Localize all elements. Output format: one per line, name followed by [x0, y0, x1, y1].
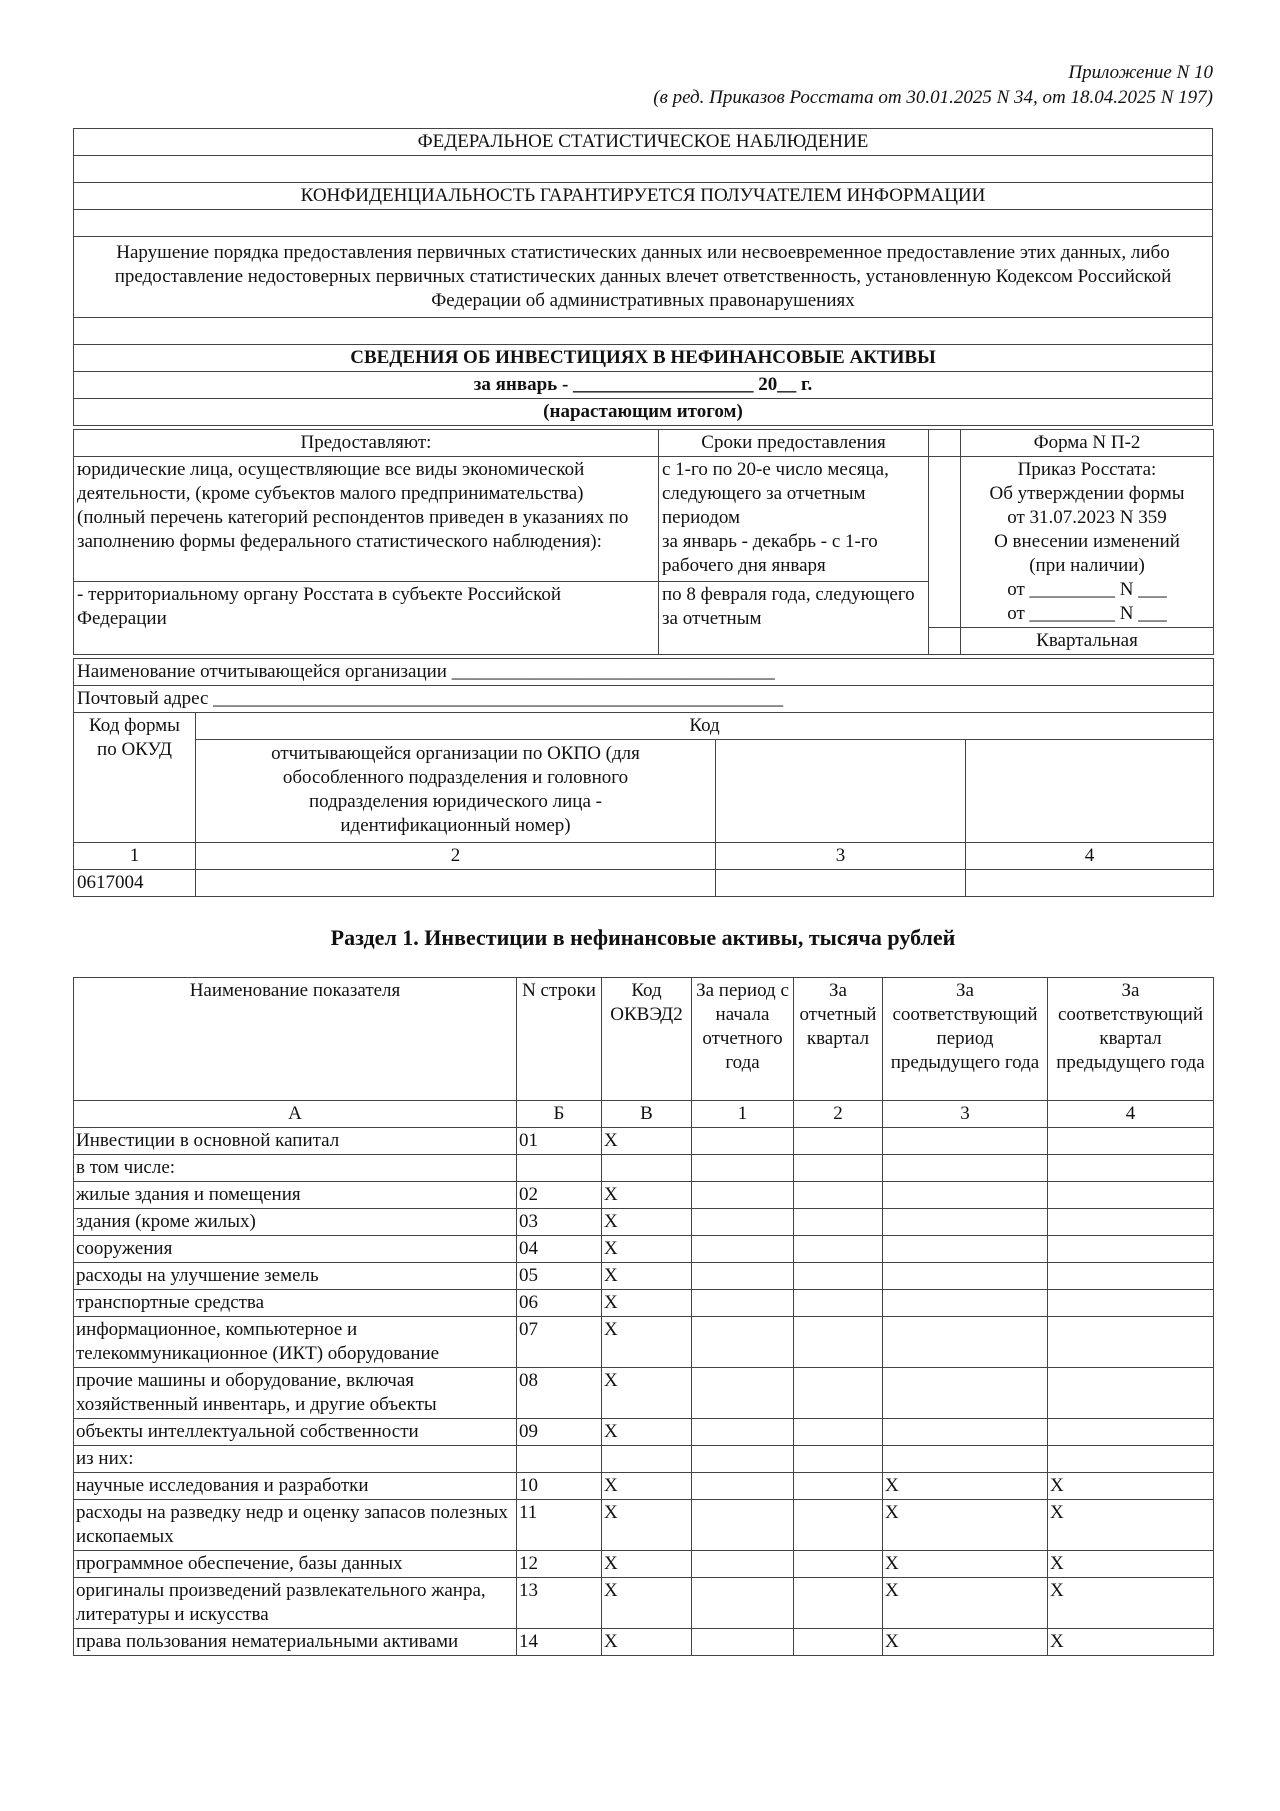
code-label: Код — [196, 713, 1214, 740]
row-value-3[interactable] — [883, 1128, 1048, 1155]
row-okved: X — [602, 1500, 692, 1551]
row-value-1[interactable] — [692, 1473, 794, 1500]
revision-note: (в ред. Приказов Росстата от 30.01.2025 N 34, от 18.04.2025 N 197) — [653, 87, 1213, 108]
row-value-3[interactable] — [883, 1419, 1048, 1446]
row-value-3[interactable]: X — [883, 1629, 1048, 1656]
hdr-period: За период с начала отчетного года — [692, 978, 794, 1101]
row-line-number: 13 — [517, 1578, 602, 1629]
row-line-number: 08 — [517, 1368, 602, 1419]
table-row — [74, 1578, 1214, 1629]
row-value-2[interactable] — [794, 1155, 883, 1182]
row-value-1[interactable] — [692, 1182, 794, 1209]
table-row — [74, 1263, 1214, 1290]
row-value-4[interactable] — [1048, 1446, 1214, 1473]
row-name: оригиналы произведений развлекательного жанра, литературы и искусства — [74, 1578, 517, 1629]
row-value-2[interactable] — [794, 1182, 883, 1209]
spacer-row — [74, 210, 1213, 237]
table-row — [74, 1290, 1214, 1317]
confidentiality-title: КОНФИДЕНЦИАЛЬНОСТЬ ГАРАНТИРУЕТСЯ ПОЛУЧАТЕЛЕМ ИНФОРМАЦИИ — [74, 183, 1213, 210]
row-value-1[interactable] — [692, 1128, 794, 1155]
row-okved: X — [602, 1263, 692, 1290]
table-row — [74, 1182, 1214, 1209]
colnum-a: А — [74, 1101, 517, 1128]
submit-header: Предоставляют: — [74, 430, 659, 457]
hdr-prev-period: За соответствующий период предыдущего года — [883, 978, 1048, 1101]
row-value-1[interactable] — [692, 1368, 794, 1419]
row-name: объекты интеллектуальной собственности — [74, 1419, 517, 1446]
title-table — [73, 128, 1213, 426]
row-value-1[interactable] — [692, 1551, 794, 1578]
colnum-b: Б — [517, 1101, 602, 1128]
hdr-quarter: За отчетный квартал — [794, 978, 883, 1101]
row-name: расходы на улучшение земель — [74, 1263, 517, 1290]
row-value-1[interactable] — [692, 1419, 794, 1446]
form-page — [73, 60, 1213, 1656]
hdr-line: N строки — [517, 978, 602, 1101]
row-name: транспортные средства — [74, 1290, 517, 1317]
appendix-label: Приложение N 10 — [1068, 62, 1213, 83]
row-value-3[interactable] — [883, 1263, 1048, 1290]
row-okved — [602, 1446, 692, 1473]
row-line-number: 02 — [517, 1182, 602, 1209]
row-value-4[interactable] — [1048, 1155, 1214, 1182]
row-value-3[interactable]: X — [883, 1500, 1048, 1551]
row-okved: X — [602, 1317, 692, 1368]
row-name: Инвестиции в основной капитал — [74, 1128, 517, 1155]
row-value-4[interactable] — [1048, 1182, 1214, 1209]
row-value-3[interactable]: X — [883, 1578, 1048, 1629]
gap-cell — [929, 430, 961, 457]
hdr-okved: Код ОКВЭД2 — [602, 978, 692, 1101]
row-value-1[interactable] — [692, 1446, 794, 1473]
row-value-2[interactable] — [794, 1629, 883, 1656]
periodicity: Квартальная — [961, 628, 1214, 655]
row-value-4[interactable]: X — [1048, 1578, 1214, 1629]
table-row — [74, 1419, 1214, 1446]
row-okved: X — [602, 1128, 692, 1155]
row-value-4[interactable]: X — [1048, 1473, 1214, 1500]
row-name: прочие машины и оборудование, включая хозяйственный инвентарь, и другие объекты — [74, 1368, 517, 1419]
okud-label: Код формы по ОКУД — [74, 713, 196, 843]
hdr-prev-quarter: За соответствующий квартал предыдущего года — [1048, 978, 1214, 1101]
table-row — [74, 1128, 1214, 1155]
table-row — [74, 1368, 1214, 1419]
row-value-3[interactable] — [883, 1368, 1048, 1419]
row-name: в том числе: — [74, 1155, 517, 1182]
section1-title: Раздел 1. Инвестиции в нефинансовые активы, тысяча рублей — [330, 925, 956, 950]
row-value-3[interactable]: X — [883, 1551, 1048, 1578]
row-value-1[interactable] — [692, 1209, 794, 1236]
row-value-2[interactable] — [794, 1128, 883, 1155]
row-okved: X — [602, 1236, 692, 1263]
row-line-number: 04 — [517, 1236, 602, 1263]
row-value-4[interactable] — [1048, 1209, 1214, 1236]
row-name: научные исследования и разработки — [74, 1473, 517, 1500]
row-name: программное обеспечение, базы данных — [74, 1551, 517, 1578]
row-value-4[interactable]: X — [1048, 1551, 1214, 1578]
postal-address-field[interactable]: Почтовый адрес ____________________________________________________________ — [74, 686, 1214, 713]
okpo-value[interactable] — [196, 870, 716, 897]
section1-table — [73, 977, 1214, 1656]
row-okved: X — [602, 1290, 692, 1317]
row-value-2[interactable] — [794, 1500, 883, 1551]
row-line-number: 05 — [517, 1263, 602, 1290]
row-value-1[interactable] — [692, 1317, 794, 1368]
form-title: СВЕДЕНИЯ ОБ ИНВЕСТИЦИЯХ В НЕФИНАНСОВЫЕ АКТИВЫ — [74, 345, 1213, 372]
row-value-4[interactable] — [1048, 1419, 1214, 1446]
row-value-1[interactable] — [692, 1578, 794, 1629]
row-okved: X — [602, 1473, 692, 1500]
row-okved: X — [602, 1368, 692, 1419]
spacer-row — [74, 156, 1213, 183]
row-value-4[interactable] — [1048, 1317, 1214, 1368]
row-value-1[interactable] — [692, 1500, 794, 1551]
row-value-2[interactable] — [794, 1209, 883, 1236]
spacer-row — [74, 318, 1213, 345]
row-okved: X — [602, 1629, 692, 1656]
row-okved: X — [602, 1419, 692, 1446]
terms-text-1: с 1-го по 20-е число месяца, следующего за отчетным периодом за январь - декабрь - с 1-го рабочего дня января — [659, 457, 929, 582]
row-name: сооружения — [74, 1236, 517, 1263]
row-value-3[interactable] — [883, 1317, 1048, 1368]
row-line-number: 12 — [517, 1551, 602, 1578]
row-value-3[interactable] — [883, 1155, 1048, 1182]
respondents-text: юридические лица, осуществляющие все виды экономической деятельности, (кроме субъектов малого предпринимательства) (полный перечень категорий респондентов приведен в указаниях по заполнению формы федерального статистического наблюдения): — [74, 457, 659, 582]
row-value-1[interactable] — [692, 1629, 794, 1656]
col-num-1: 1 — [74, 843, 196, 870]
row-value-1[interactable] — [692, 1290, 794, 1317]
row-line-number: 11 — [517, 1500, 602, 1551]
row-value-4[interactable] — [1048, 1290, 1214, 1317]
code-col3-header — [716, 740, 966, 843]
colnum-2: 2 — [794, 1101, 883, 1128]
row-line-number — [517, 1446, 602, 1473]
recipient-text: - территориальному органу Росстата в субъекте Российской Федерации — [74, 582, 659, 655]
colnum-4: 4 — [1048, 1101, 1214, 1128]
row-value-4[interactable] — [1048, 1263, 1214, 1290]
table-row — [74, 1446, 1214, 1473]
row-line-number: 01 — [517, 1128, 602, 1155]
okpo-label: отчитывающейся организации по ОКПО (для обособленного подразделения и головного подразделения юридического лица - идентификационный номер) — [196, 740, 716, 843]
table-row — [74, 1317, 1214, 1368]
colnum-1: 1 — [692, 1101, 794, 1128]
row-value-3[interactable]: X — [883, 1473, 1048, 1500]
row-value-1[interactable] — [692, 1236, 794, 1263]
col-num-4: 4 — [966, 843, 1214, 870]
row-value-2[interactable] — [794, 1317, 883, 1368]
colnum-v: В — [602, 1101, 692, 1128]
warning-text: Нарушение порядка предоставления первичных статистических данных или несвоевременное предоставление этих данных, либо предоставление недостоверных первичных статистических данных влечет ответственность, установленную Кодексом Российской Федерации об административных правонарушениях — [74, 237, 1213, 318]
terms-header: Сроки предоставления — [659, 430, 929, 457]
row-value-3[interactable] — [883, 1290, 1048, 1317]
row-okved — [602, 1155, 692, 1182]
row-line-number: 14 — [517, 1629, 602, 1656]
col-num-2: 2 — [196, 843, 716, 870]
table-row — [74, 1629, 1214, 1656]
row-value-4[interactable] — [1048, 1128, 1214, 1155]
table-row — [74, 1236, 1214, 1263]
row-value-2[interactable] — [794, 1446, 883, 1473]
okud-value: 0617004 — [74, 870, 196, 897]
row-value-2[interactable] — [794, 1419, 883, 1446]
row-value-2[interactable] — [794, 1551, 883, 1578]
row-value-4[interactable]: X — [1048, 1629, 1214, 1656]
row-name: информационное, компьютерное и телекоммуникационное (ИКТ) оборудование — [74, 1317, 517, 1368]
cumulative-note: (нарастающим итогом) — [74, 399, 1213, 426]
row-okved: X — [602, 1209, 692, 1236]
row-value-4[interactable]: X — [1048, 1500, 1214, 1551]
row-line-number: 09 — [517, 1419, 602, 1446]
row-okved: X — [602, 1551, 692, 1578]
col-num-3: 3 — [716, 843, 966, 870]
section1-rows — [74, 1128, 1214, 1656]
table-row — [74, 1155, 1214, 1182]
row-line-number — [517, 1155, 602, 1182]
table-row — [74, 1500, 1214, 1551]
row-value-1[interactable] — [692, 1263, 794, 1290]
org-table — [73, 658, 1214, 897]
row-name: здания (кроме жилых) — [74, 1209, 517, 1236]
code-col4-header — [966, 740, 1214, 843]
observation-title: ФЕДЕРАЛЬНОЕ СТАТИСТИЧЕСКОЕ НАБЛЮДЕНИЕ — [74, 129, 1213, 156]
row-name: из них: — [74, 1446, 517, 1473]
row-value-4[interactable] — [1048, 1236, 1214, 1263]
table-row — [74, 1473, 1214, 1500]
table-row — [74, 1209, 1214, 1236]
hdr-name: Наименование показателя — [74, 978, 517, 1101]
submission-table — [73, 429, 1214, 655]
row-okved: X — [602, 1578, 692, 1629]
row-value-4[interactable] — [1048, 1368, 1214, 1419]
row-value-2[interactable] — [794, 1578, 883, 1629]
period-line: за январь - ___________________ 20__ г. — [74, 372, 1213, 399]
row-value-1[interactable] — [692, 1155, 794, 1182]
gap-cell — [929, 457, 961, 628]
row-value-2[interactable] — [794, 1368, 883, 1419]
row-value-3[interactable] — [883, 1446, 1048, 1473]
row-value-2[interactable] — [794, 1473, 883, 1500]
row-line-number: 06 — [517, 1290, 602, 1317]
row-name: расходы на разведку недр и оценку запасов полезных ископаемых — [74, 1500, 517, 1551]
row-name: права пользования нематериальными активами — [74, 1629, 517, 1656]
row-name: жилые здания и помещения — [74, 1182, 517, 1209]
code-col4-value[interactable] — [966, 870, 1214, 897]
row-line-number: 07 — [517, 1317, 602, 1368]
table-row — [74, 1551, 1214, 1578]
code-col3-value[interactable] — [716, 870, 966, 897]
row-value-2[interactable] — [794, 1290, 883, 1317]
terms-text-2: по 8 февраля года, следующего за отчетным — [659, 582, 929, 655]
org-name-field[interactable]: Наименование отчитывающейся организации __________________________________ — [74, 659, 1214, 686]
row-okved: X — [602, 1182, 692, 1209]
row-value-3[interactable] — [883, 1236, 1048, 1263]
form-number: Форма N П-2 — [961, 430, 1214, 457]
gap-cell — [929, 628, 961, 655]
colnum-3: 3 — [883, 1101, 1048, 1128]
row-value-2[interactable] — [794, 1236, 883, 1263]
header — [73, 60, 1213, 110]
row-value-3[interactable] — [883, 1209, 1048, 1236]
row-value-3[interactable] — [883, 1182, 1048, 1209]
row-line-number: 03 — [517, 1209, 602, 1236]
row-line-number: 10 — [517, 1473, 602, 1500]
order-text: Приказ Росстата: Об утверждении формы от 31.07.2023 N 359 О внесении изменений (при наличии) от _________ N ___ от _________ N ___ — [961, 457, 1214, 628]
row-value-2[interactable] — [794, 1263, 883, 1290]
